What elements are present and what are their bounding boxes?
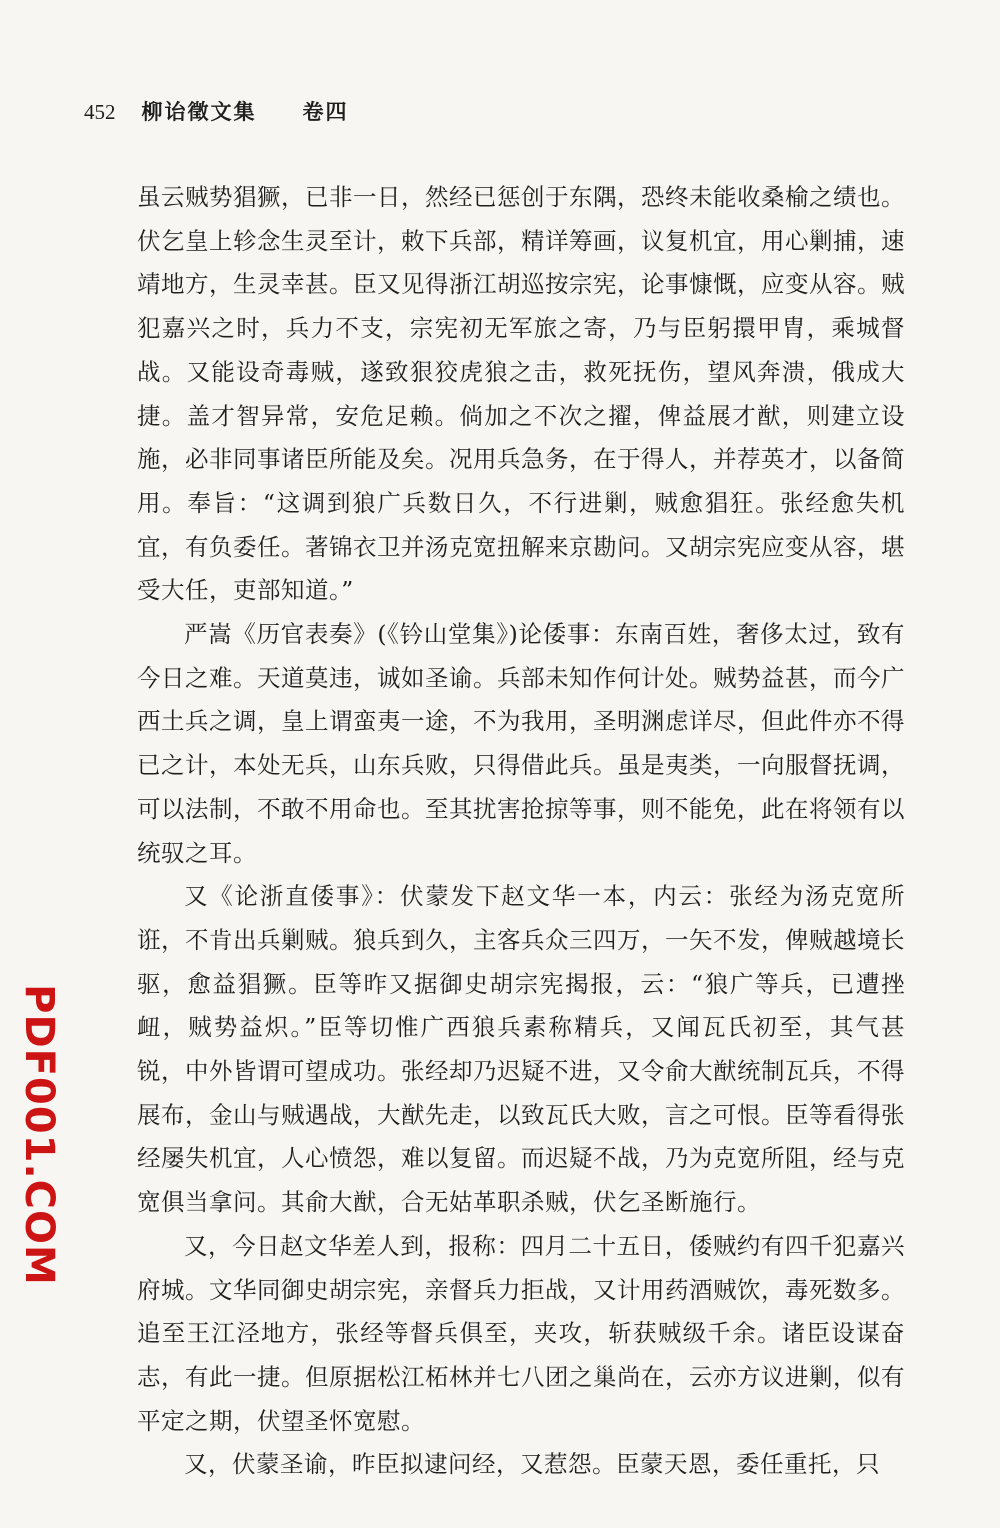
volume-label: 卷四 xyxy=(302,99,349,124)
paragraph-zhejiang-affairs: 又《论浙直倭事》：伏蒙发下赵文华一本，内云：张经为汤克宽所诳，不肯出兵剿贼。狼兵到久，主客兵众三四万，一矢不发，俾贼越境长驱，愈益猖獗。臣等昨又据御史胡宗宪揭报，云：“狼广等兵，已遭挫衄，贼势益炽。”臣等切惟广西狼兵素称精兵，又闻瓦氏初至，其气甚锐，中外皆谓可望成功。张经却乃迟疑不进，又令俞大猷统制瓦兵，不得展布，金山与贼遇战，大猷先走，以致瓦氏大败，言之可恨。臣等看得张经屡失机宜，人心愤怨，难以复留。而迟疑不战，乃为克宽所阻，经与克宽俱当拿问。其俞大猷，合无姑革职杀贼，伏乞圣断施行。 xyxy=(137,882,905,1217)
paragraph-zhao-wenhua-report: 又，今日赵文华差人到，报称：四月二十五日，倭贼约有四千犯嘉兴府城。文华同御史胡宗宪，亲督兵力拒战，又计用药酒贼饮，毒死数多。追至王江泾地方，张经等督兵俱至，夹攻，斩获贼级千余。诸臣设谋奋志，有此一捷。但原据松江柘林并七八团之巢尚在，云亦方议进剿，似有平定之期，伏望圣怀宽慰。 xyxy=(137,1231,905,1435)
paragraph-yan-song-memorial: 严嵩《历官表奏》(《钤山堂集》)论倭事：东南百姓，奢侈太过，致有今日之难。天道莫违，诚如圣谕。兵部未知作何计处。贼势益甚，而今广西土兵之调，皇上谓蛮夷一途，不为我用，圣明渊虑详尽，但此件亦不得已之计，本处无兵，山东兵败，只得借此兵。虽是夷类，一向服督抚调，可以法制，不敢不用命也。至其扰害抢掠等事，则不能免，此在将领有以统驭之耳。 xyxy=(137,620,905,867)
watermark xyxy=(16,984,63,1286)
page-header xyxy=(84,96,349,128)
body-text xyxy=(137,176,905,1487)
book-title: 柳诒徵文集 xyxy=(141,99,257,124)
watermark-text: PDF001.COM xyxy=(16,984,63,1286)
page-number: 452 xyxy=(84,100,116,124)
paragraph-imperial-edict: 又，伏蒙圣谕，昨臣拟逮问经，又惹怨。臣蒙天恩，委任重托，只 xyxy=(184,1450,880,1479)
paragraph-continued: 虽云贼势猖獗，已非一日，然经已惩创于东隅，恐终未能收桑榆之绩也。伏乞皇上轸念生灵至计，敕下兵部，精详筹画，议复机宜，用心剿捕，速靖地方，生灵幸甚。臣又见得浙江胡巡按宗宪，论事慷慨，应变从容。贼犯嘉兴之时，兵力不支，宗宪初无军旅之寄，乃与臣躬擐甲胄，乘城督战。又能设奇毒贼，遂致狠狡虎狼之击，救死抚伤，望风奔溃，俄成大捷。盖才智异常，安危足赖。倘加之不次之擢，俾益展才猷，则建立设施，必非同事诸臣所能及矣。况用兵急务，在于得人，并荐英才，以备简用。奉旨：“这调到狼广兵数日久，不行进剿，贼愈猖狂。张经愈失机宜，有负委任。著锦衣卫并汤克宽扭解来京勘问。又胡宗宪应变从容，堪受大任，吏部知道。” xyxy=(137,183,905,605)
